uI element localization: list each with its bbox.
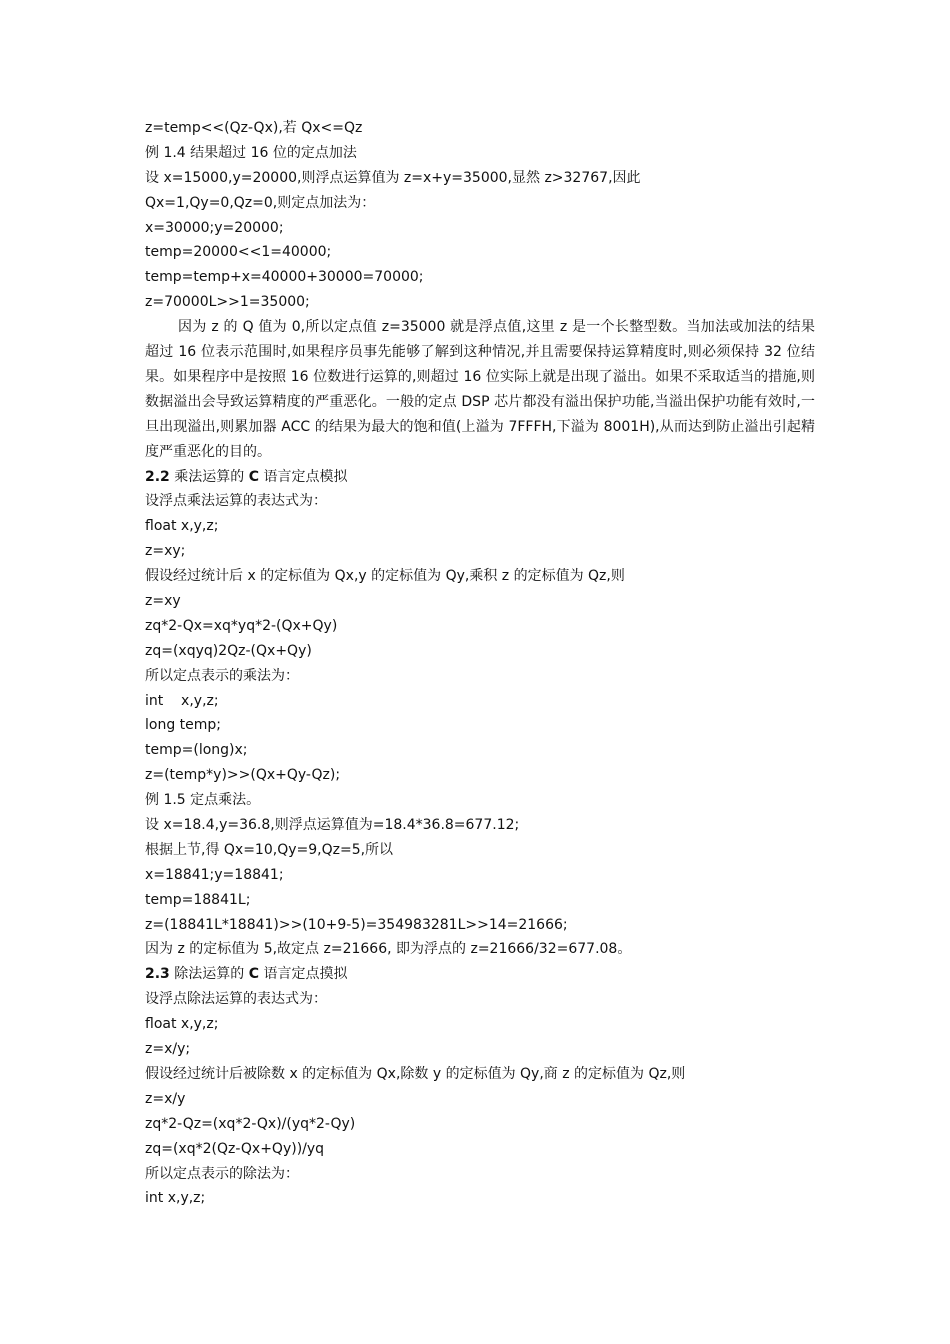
code-line: int x,y,z; [145,692,219,709]
section-title-part: 除法运算的 [169,966,249,983]
section-number: 2.3 [145,966,170,983]
code-line: x=18841;y=18841; [145,866,284,883]
formula-line: zq*2-Qz=(xq*2-Qx)/(yq*2-Qy) [145,1115,356,1132]
text-line: Qx=1,Qy=0,Qz=0,则定点加法为： [145,194,376,211]
code-line: float x,y,z; [145,518,219,535]
text-line: 设浮点除法运算的表达式为： [145,991,327,1008]
formula-line: z=x/y [145,1090,186,1107]
text-line: 所以定点表示的除法为： [145,1165,299,1182]
code-line: temp=20000<<1=40000; [145,244,332,261]
text-line: 假设经过统计后被除数 x 的定标值为 Qx,除数 y 的定标值为 Qy,商 z 的定标值为 Qz,则 [145,1065,686,1082]
section-title-part: 乘法运算的 [169,468,249,485]
text-line: 根据上节,得 Qx=10,Qy=9,Qz=5,所以 [145,841,394,858]
code-line: x=30000;y=20000; [145,219,284,236]
section-number: 2.2 [145,468,170,485]
formula-line: zq=(xqyq)2Qz-(Qx+Qy) [145,642,312,659]
code-line: temp=temp+x=40000+30000=70000; [145,269,424,286]
section-heading-2-2 [145,465,815,490]
formula-line: z=xy [145,593,181,610]
section-heading-2-3 [145,962,815,987]
text-line: 所以定点表示的乘法为： [145,667,299,684]
example-title: 例 1.5 定点乘法。 [145,792,261,809]
code-line: float x,y,z; [145,1016,219,1033]
text-line: 设浮点乘法运算的表达式为： [145,493,327,510]
code-line: z=(18841L*18841)>>(10+9-5)=354983281L>>14=21666; [145,916,568,933]
overflow-paragraph: 因为 z 的 Q 值为 0,所以定点值 z=35000 就是浮点值,这里 z 是一个长整型数。当加法或加法的结果超过 16 位表示范围时,如果程序员事先能够了解到这种情况,并且需要保持运算精度时,则必须保持 32 位结果。如果程序中是按照 16 位数进行运算的,则超过 16 位实际上就是出现了溢出。如果不采取适当的措施,则数据溢出会导致运算精度的严重恶化。一般的定点 DSP 芯片都没有溢出保护功能,当溢出保护功能有效时,一旦出现溢出,则累加器 ACC 的结果为最大的饱和值(上溢为 7FFFH,下溢为 8001H),从而达到防止溢出引起精度严重恶化的目的。 [145,319,815,460]
text-line: 设 x=18.4,y=36.8,则浮点运算值为=18.4*36.8=677.12; [145,817,520,834]
code-line: int x,y,z; [145,1190,206,1207]
section-title-c: C [248,468,259,485]
text-line: 设 x=15000,y=20000,则浮点运算值为 z=x+y=35000,显然 z>32767,因此 [145,169,641,186]
code-line: z=x/y; [145,1041,191,1058]
code-line: long temp; [145,717,222,734]
formula-line: zq*2-Qx=xq*yq*2-(Qx+Qy) [145,617,338,634]
code-line: temp=(long)x; [145,742,248,759]
section-title-c: C [248,966,259,983]
text-line: z=temp<<(Qz-Qx),若 Qx<=Qz [145,120,363,136]
code-line: z=(temp*y)>>(Qx+Qy-Qz); [145,767,341,784]
text-line: 假设经过统计后 x 的定标值为 Qx,y 的定标值为 Qy,乘积 z 的定标值为 Qz,则 [145,568,625,585]
code-line: z=70000L>>1=35000; [145,294,310,311]
code-line: z=xy; [145,543,186,560]
section-title-part: 语言定点模拟 [259,468,348,485]
text-line: 因为 z 的定标值为 5,故定点 z=21666, 即为浮点的 z=21666/32=677.08。 [145,941,632,958]
section-title-part: 语言定点摸拟 [259,966,348,983]
formula-line: zq=(xq*2(Qz-Qx+Qy))/yq [145,1140,325,1157]
document-page [145,116,815,1211]
example-title: 例 1.4 结果超过 16 位的定点加法 [145,144,357,161]
code-line: temp=18841L; [145,891,251,908]
